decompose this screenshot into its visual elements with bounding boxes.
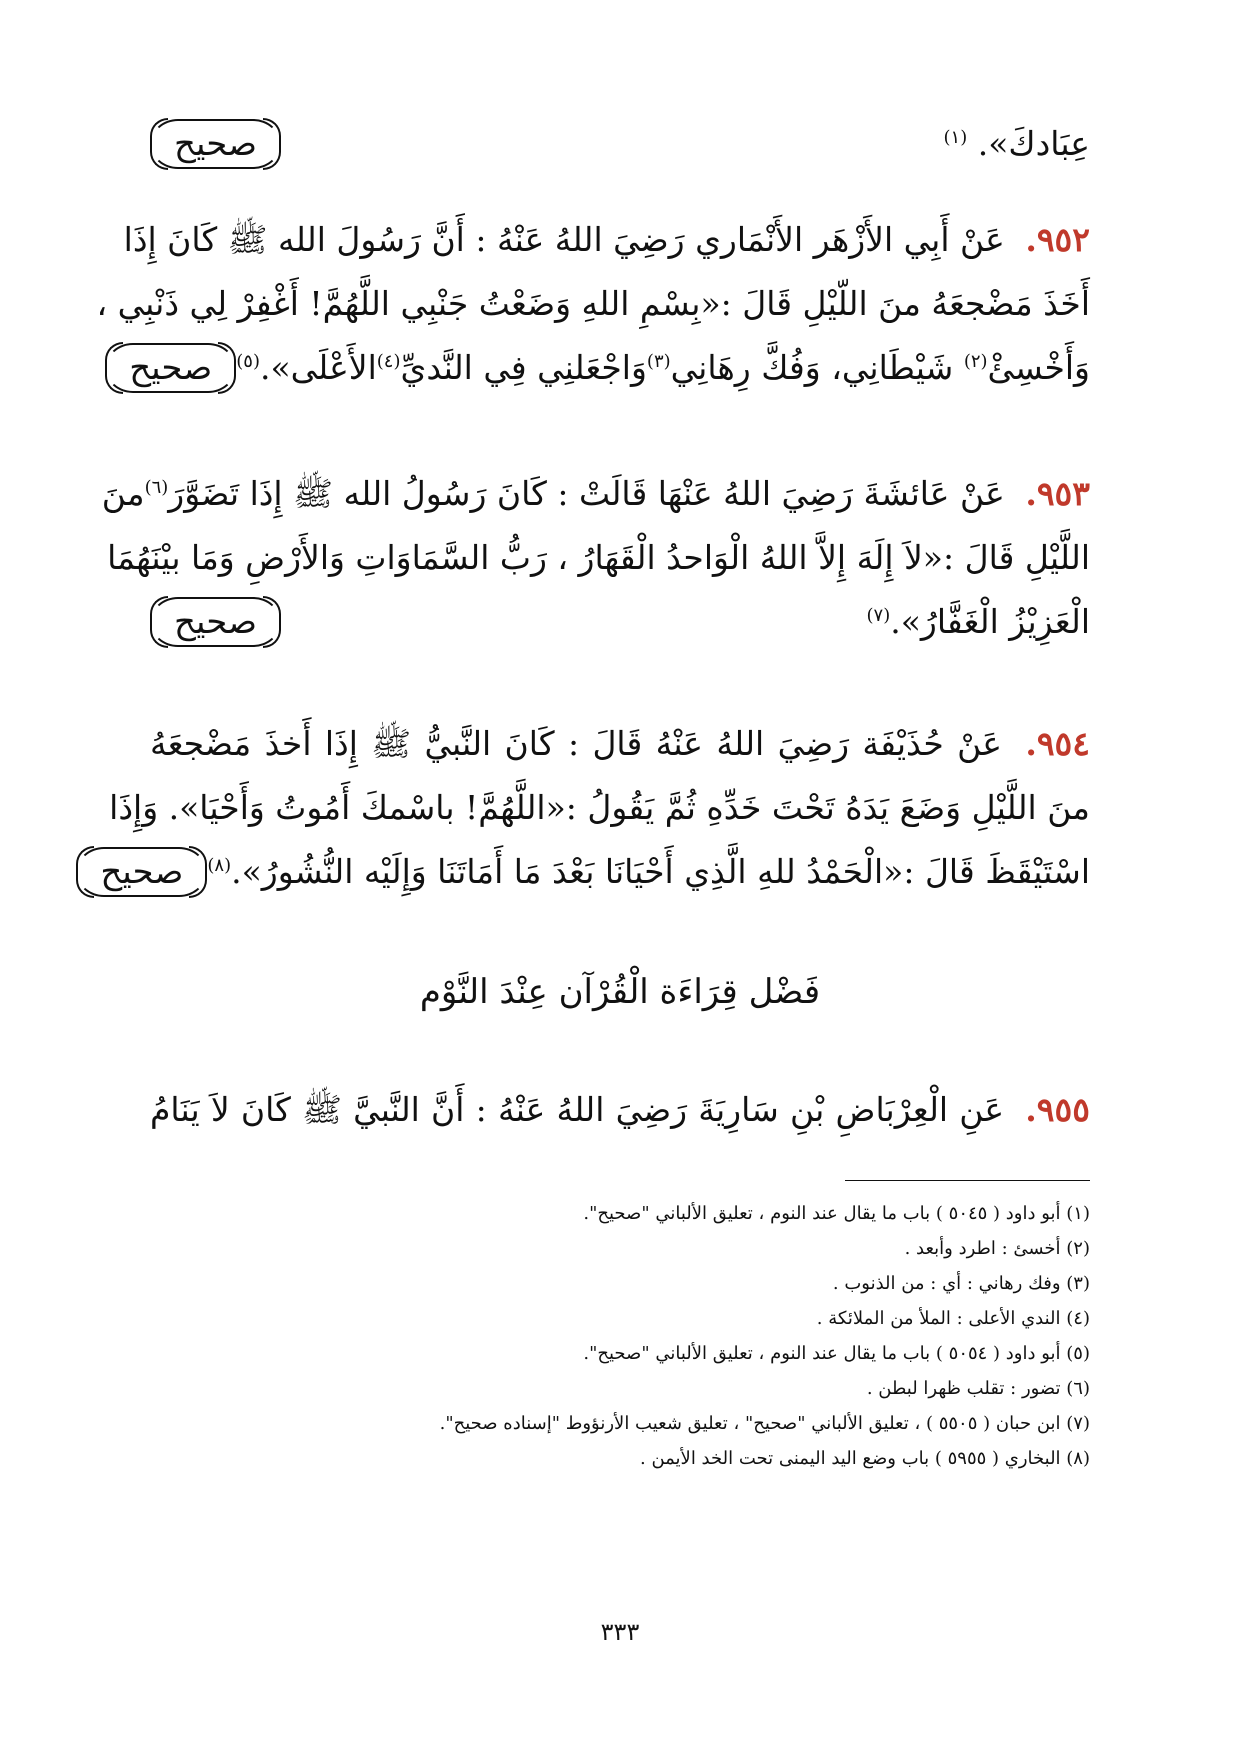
hadith-number: ٩٥٣. [1025, 474, 1090, 513]
hadith-text-line: منَ اللَّيْلِ وَضَعَ يَدَهُ تَحْتَ خَدِّهِ ثُمَّ يَقُولُ :«اللَّهُمَّ! باسْمكَ أَمُوتُ وَأَحْيَا». وَإِذَا [109, 788, 1090, 827]
section-heading: فَضْل قِرَاءَة الْقُرْآن عِنْدَ النَّوْم [419, 972, 821, 1012]
hadith-text-fragment: وَأَخْسِئْ [987, 348, 1090, 387]
verdict-badge: صحيح [105, 343, 236, 393]
hadith-text-line: الْعَزِيْزُ الْغَفَّارُ». [890, 602, 1090, 641]
hadith-text-line: اللَّيْلِ قَالَ :«لاَ إِلَهَ إِلاَّ اللهُ الْوَاحدُ الْقَهَارُ ، رَبُّ السَّمَاوَاتِ وَالأَرْضِ وَمَا بيْنَهُمَا [107, 538, 1090, 577]
hadith-number: ٩٥٢. [1025, 220, 1090, 259]
footnote-separator [845, 1180, 1090, 1181]
hadith-955 [150, 1078, 1090, 1142]
hadith-text-fragment: منَ [101, 474, 145, 513]
footnote-item: (٧) ابن حبان ( ٥٥٠٥ ) ، تعليق الألباني "صحيح" ، تعليق شعيب الأرنؤوط "إسناده صحيح". [439, 1413, 1090, 1434]
footnotes [150, 1196, 1090, 1476]
hadith-954 [100, 712, 1090, 904]
hadith-text-line: عَنِ الْعِرْبَاضِ بْنِ سَارِيَةَ رَضِيَ اللهُ عَنْهُ : أَنَّ النَّبيَّ ﷺ كَانَ لاَ يَنَامُ [150, 1090, 1005, 1129]
footnote-item: (١) أبو داود ( ٥٠٤٥ ) باب ما يقال عند النوم ، تعليق الألباني "صحيح". [583, 1203, 1090, 1224]
continuation-words: عِبَادكَ». [977, 124, 1090, 163]
footnote-ref: (٥) [236, 351, 260, 372]
footnote-ref: (٧) [866, 605, 891, 626]
continuation-text [150, 112, 1090, 176]
page-number: ٣٣٣ [600, 1618, 640, 1646]
footnote-ref: (٦) [144, 477, 169, 498]
footnote-ref: (٨) [207, 855, 232, 876]
hadith-number: ٩٥٤. [1025, 724, 1090, 763]
hadith-number: ٩٥٥. [1025, 1090, 1090, 1129]
hadith-text-line: عَنْ حُذَيْفَة رَضِيَ اللهُ عَنْهُ قَالَ : كَانَ النَّبيُّ ﷺ إِذَا أَخذَ مَضْجعَهُ [150, 724, 1002, 763]
verdict-badge: صحيح [150, 119, 281, 169]
hadith-953 [101, 462, 1090, 654]
hadith-text-line: أَخَذَ مَضْجعَهُ منَ اللّيْلِ قَالَ :«بِسْمِ اللهِ وَضَعْتُ جَنْبِي اللَّهُمَّ! أَغْفِرْ لِي ذَنْبِي ، [96, 284, 1090, 323]
footnote-item: (٢) أخسئ : اطرد وأبعد . [904, 1238, 1090, 1259]
hadith-text-fragment: وَاجْعَلنِي فِي النَّديِّ [400, 348, 647, 387]
hadith-text-line: عَنْ أَبِي الأَزْهَر الأَنْمَاري رَضِيَ اللهُ عَنْهُ : أَنَّ رَسُولَ الله ﷺ كَانَ إِذَا [123, 220, 1005, 259]
verdict-badge: صحيح [150, 597, 281, 647]
footnote-ref: (٤) [376, 351, 401, 372]
hadith-text-line: عَنْ عَائشَةَ رَضِيَ اللهُ عَنْهَا قَالَتْ : كَانَ رَسُولُ الله ﷺ إِذَا تَضَوَّرَ [168, 474, 1005, 513]
verdict-badge: صحيح [76, 847, 207, 897]
footnote-item: (٤) الندي الأعلى : الملأ من الملائكة . [816, 1308, 1090, 1329]
hadith-text-line: اسْتَيْقَظَ قَالَ :«الْحَمْدُ للهِ الَّذِي أَحْيَانَا بَعْدَ مَا أَمَاتَنَا وَإِلَيْه النُّشُورُ». [231, 852, 1090, 891]
footnote-item: (٦) تضور : تقلب ظهرا لبطن . [866, 1378, 1090, 1399]
footnote-ref: (١) [943, 127, 968, 148]
footnote-ref: (٢) [963, 351, 988, 372]
footnote-ref: (٣) [646, 351, 671, 372]
hadith-text-fragment: الأَعْلَى». [259, 348, 377, 387]
hadith-952 [96, 208, 1090, 400]
footnote-item: (٥) أبو داود ( ٥٠٥٤ ) باب ما يقال عند النوم ، تعليق الألباني "صحيح". [583, 1343, 1090, 1364]
footnote-item: (٣) وفك رهاني : أي : من الذنوب . [832, 1273, 1090, 1294]
hadith-text-fragment: شَيْطَانِي، وَفُكَّ رِهَانِي [670, 348, 954, 387]
footnote-item: (٨) البخاري ( ٥٩٥٥ ) باب وضع اليد اليمنى تحت الخد الأيمن . [640, 1448, 1090, 1469]
